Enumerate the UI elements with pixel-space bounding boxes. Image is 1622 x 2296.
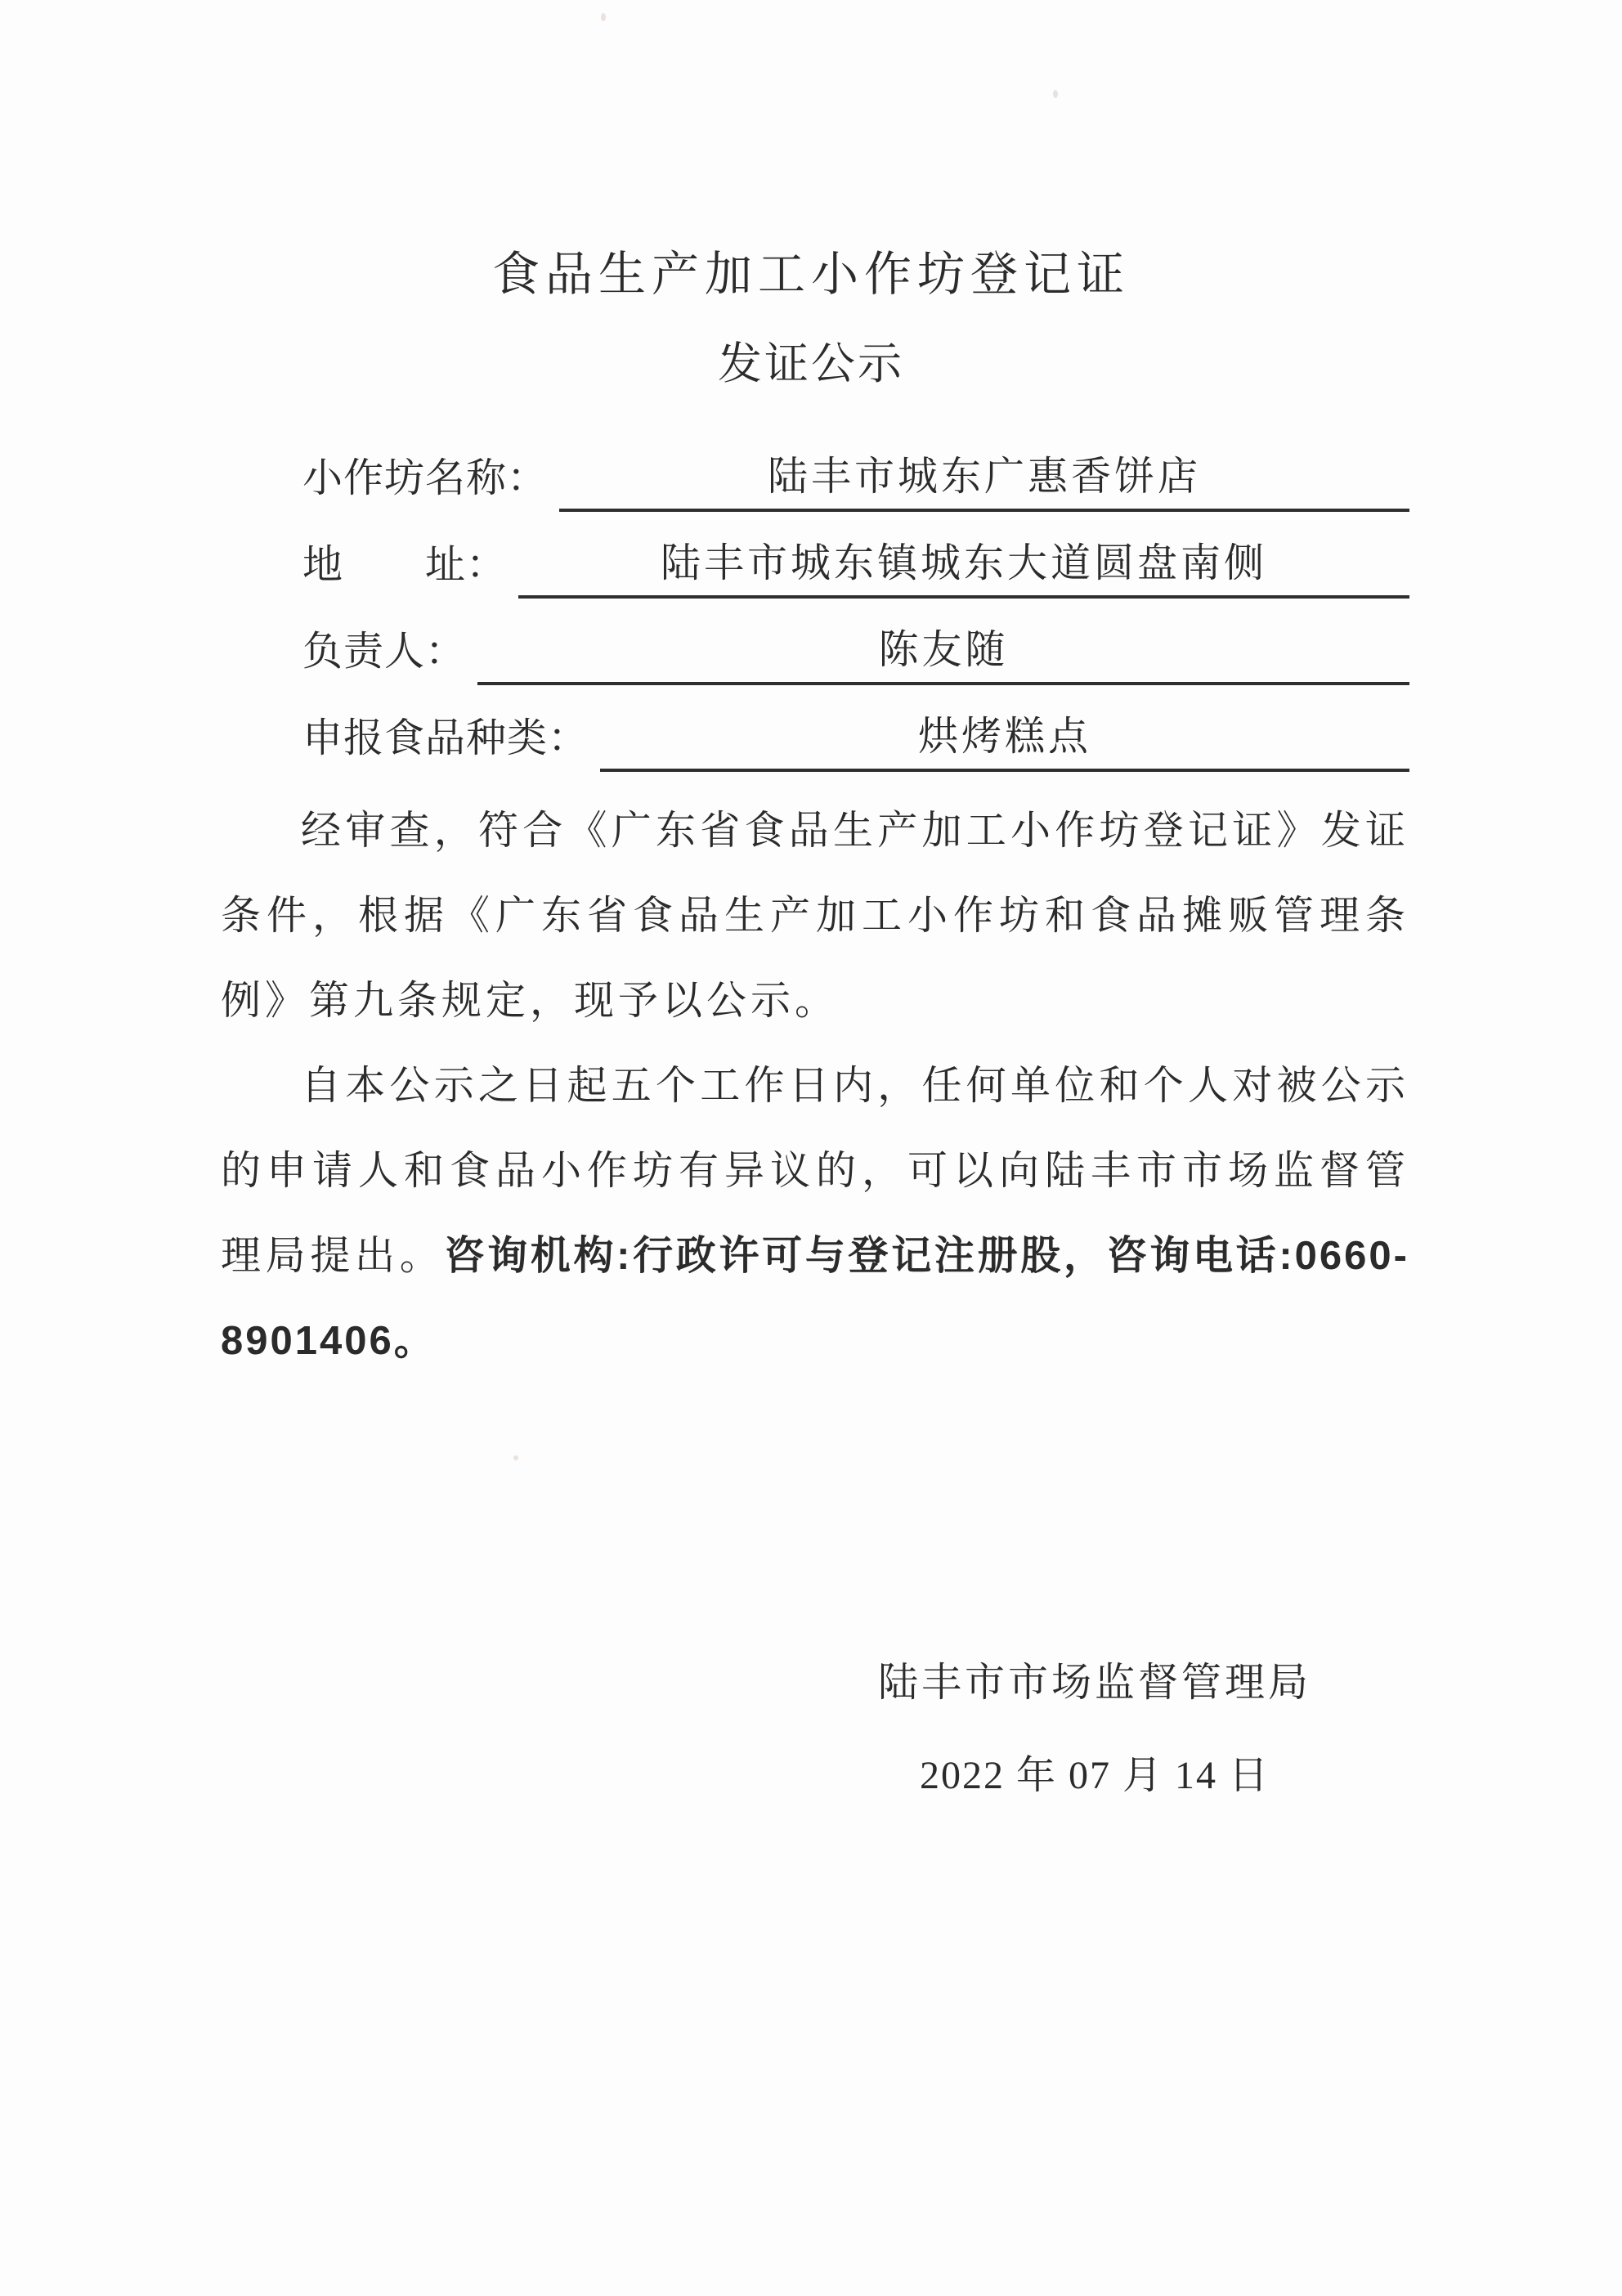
form-fields (302, 425, 1409, 772)
field-row-workshop-name (302, 425, 1409, 512)
scan-artifact (513, 1455, 518, 1460)
address-value: 陆丰市城东镇城东大道圆盘南侧 (661, 540, 1268, 585)
notice-body (221, 788, 1409, 1383)
paragraph-objection (221, 1043, 1409, 1383)
scan-artifact (1053, 90, 1058, 98)
field-row-person-in-charge (302, 599, 1409, 685)
paragraph-approval-text: 经审查，符合《广东省食品生产加工小作坊登记证》发证条件，根据《广东省食品生产加工小作坊和食品摊贩管理条例》第九条规定，现予以公示。 (221, 808, 1409, 1023)
person-in-charge-value: 陈友随 (878, 627, 1009, 672)
issue-date: 2022 年 07 月 14 日 (919, 1754, 1270, 1797)
consultation-contact-bold-text: 咨询机构:行政许可与登记注册股，咨询电话:0660-8901406。 (221, 1234, 1409, 1363)
address-label: 地 址： (302, 542, 508, 587)
workshop-name-underline (559, 445, 1409, 512)
paragraph-objection-text: 自本公示之日起五个工作日内，任何单位和个人对被公示的申请人和食品小作坊有异议的，可以向陆丰市市场监督管理局提出。 (221, 1063, 1409, 1278)
page-title: 食品生产加工小作坊登记证 (491, 248, 1130, 301)
issuer-name: 陆丰市市场监督管理局 (877, 1660, 1311, 1705)
paragraph-approval (221, 788, 1409, 1043)
person-in-charge-label: 负责人： (302, 629, 467, 674)
person-in-charge-underline (477, 618, 1409, 685)
workshop-name-value: 陆丰市城东广惠香饼店 (768, 454, 1202, 499)
signature-block (768, 1640, 1422, 1818)
page-subtitle: 发证公示 (718, 339, 904, 388)
workshop-name-label: 小作坊名称： (302, 455, 549, 500)
address-underline (518, 531, 1409, 599)
food-category-value: 烘烤糕点 (918, 714, 1092, 759)
scan-artifact (601, 13, 606, 21)
food-category-label: 申报食品种类： (302, 715, 589, 760)
field-row-food-category (302, 685, 1409, 772)
food-category-underline (600, 705, 1409, 772)
field-row-address (302, 512, 1409, 599)
